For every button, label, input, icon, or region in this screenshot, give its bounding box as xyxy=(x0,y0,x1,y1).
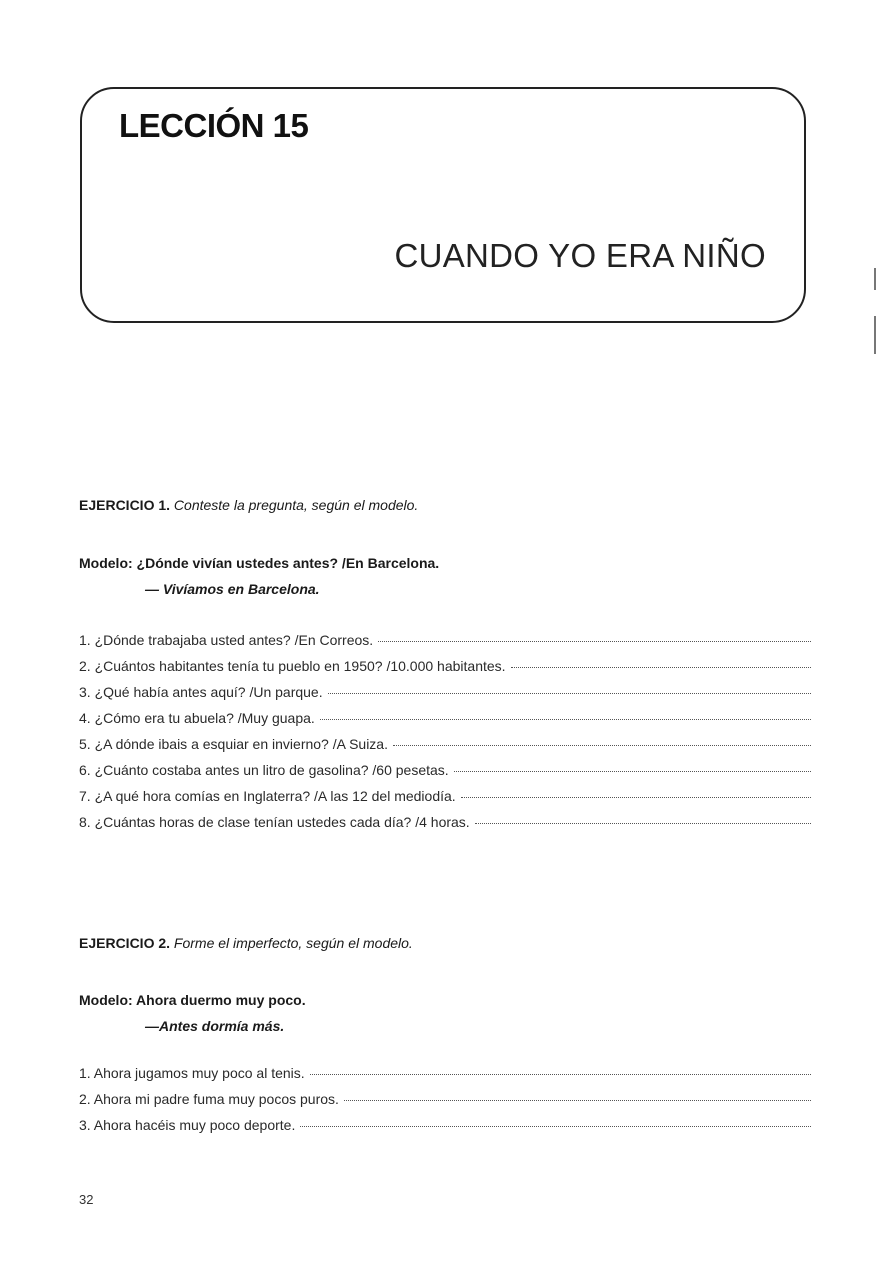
exercise-label: EJERCICIO 2. xyxy=(79,935,171,951)
page-number: 32 xyxy=(79,1192,94,1207)
list-item: 8. ¿Cuántas horas de clase tenían ustedes cada día? /4 horas. xyxy=(79,809,811,835)
exercise-1 xyxy=(79,495,811,875)
list-item: 4. ¿Cómo era tu abuela? /Muy guapa. xyxy=(79,705,811,731)
answer-line[interactable] xyxy=(320,718,811,720)
list-item: 1. ¿Dónde trabajaba usted antes? /En Correos. xyxy=(79,627,811,653)
exercise-items xyxy=(79,1060,811,1138)
list-item: 2. Ahora mi padre fuma muy pocos puros. xyxy=(79,1086,811,1112)
answer-line[interactable] xyxy=(300,1125,811,1127)
scan-margin-mark xyxy=(874,316,876,354)
list-item: 2. ¿Cuántos habitantes tenía tu pueblo en 1950? /10.000 habitantes. xyxy=(79,653,811,679)
exercise-instruction: Conteste la pregunta, según el modelo. xyxy=(173,497,419,513)
answer-line[interactable] xyxy=(511,666,811,668)
model-answer: — Vivíamos en Barcelona. xyxy=(145,581,320,597)
lesson-header-box xyxy=(80,87,806,323)
exercise-header xyxy=(79,933,811,953)
answer-line[interactable] xyxy=(475,822,811,824)
answer-line[interactable] xyxy=(378,640,811,642)
answer-line[interactable] xyxy=(454,770,811,772)
model-answer: —Antes dormía más. xyxy=(145,1018,285,1034)
list-item: 7. ¿A qué hora comías en Inglaterra? /A las 12 del mediodía. xyxy=(79,783,811,809)
exercise-label: EJERCICIO 1. xyxy=(79,497,171,513)
model-prompt: Modelo: Ahora duermo muy poco. xyxy=(79,992,306,1008)
list-item: 3. Ahora hacéis muy poco deporte. xyxy=(79,1112,811,1138)
model-prompt: Modelo: ¿Dónde vivían ustedes antes? /En Barcelona. xyxy=(79,555,440,571)
exercise-2 xyxy=(79,933,811,1173)
answer-line[interactable] xyxy=(393,744,811,746)
exercise-header xyxy=(79,495,811,515)
scan-margin-mark xyxy=(874,268,876,290)
exercise-items xyxy=(79,627,811,835)
answer-line[interactable] xyxy=(310,1073,811,1075)
exercise-instruction: Forme el imperfecto, según el modelo. xyxy=(173,935,413,951)
lesson-title: CUANDO YO ERA NIÑO xyxy=(394,237,766,274)
answer-line[interactable] xyxy=(344,1099,811,1101)
lesson-number: LECCIÓN 15 xyxy=(119,107,309,144)
list-item: 6. ¿Cuánto costaba antes un litro de gasolina? /60 pesetas. xyxy=(79,757,811,783)
list-item: 1. Ahora jugamos muy poco al tenis. xyxy=(79,1060,811,1086)
list-item: 3. ¿Qué había antes aquí? /Un parque. xyxy=(79,679,811,705)
list-item: 5. ¿A dónde ibais a esquiar en invierno? /A Suiza. xyxy=(79,731,811,757)
answer-line[interactable] xyxy=(328,692,811,694)
answer-line[interactable] xyxy=(461,796,811,798)
